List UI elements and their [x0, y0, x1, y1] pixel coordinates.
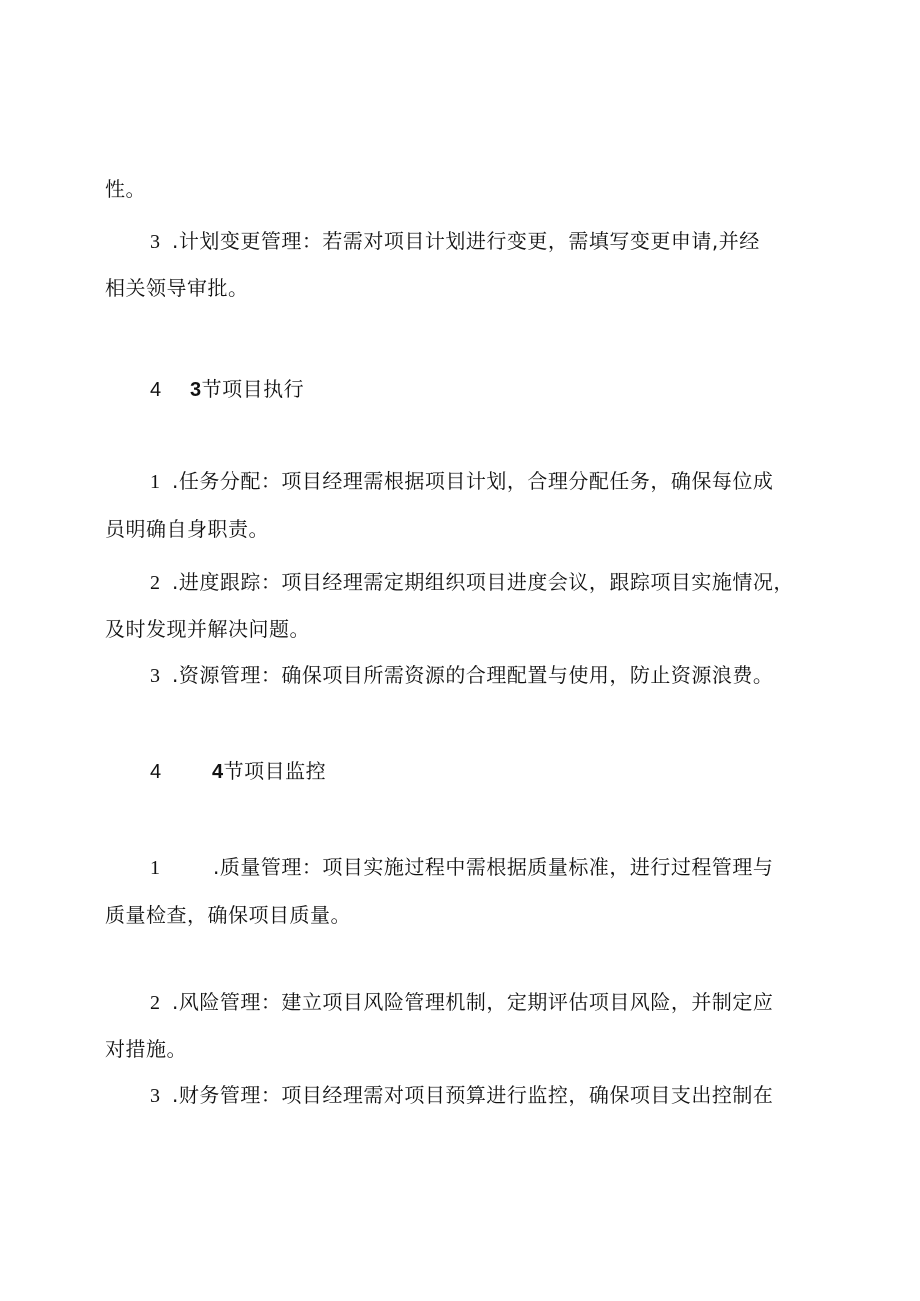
list-item	[150, 1081, 773, 1110]
list-item	[150, 568, 794, 597]
section-heading	[150, 757, 326, 786]
list-item	[150, 467, 773, 496]
text-line	[105, 175, 146, 203]
list-text: .计划变更管理：若需对项目计划进行变更，需填写变更申请,并经	[172, 229, 760, 253]
list-number: 3	[150, 231, 161, 253]
list-number: 3	[150, 1085, 161, 1107]
text-line	[105, 901, 351, 929]
list-text-continued: 员明确自身职责。	[105, 517, 269, 541]
list-number: 2	[150, 992, 161, 1014]
text-line	[105, 1035, 187, 1063]
text-line	[105, 515, 269, 543]
list-text-continued: 相关领导审批。	[105, 276, 249, 300]
section-title: 节项目执行	[201, 377, 305, 401]
section-number: 4	[212, 761, 224, 783]
list-text: .质量管理：项目实施过程中需根据质量标准，进行过程管理与	[213, 855, 774, 879]
list-text: .风险管理：建立项目风险管理机制，定期评估项目风险，并制定应	[172, 990, 774, 1014]
section-heading	[150, 375, 304, 404]
text-line	[105, 615, 310, 643]
section-number: 3	[190, 379, 202, 401]
list-item	[150, 988, 773, 1017]
list-text: .任务分配：项目经理需根据项目计划，合理分配任务，确保每位成	[172, 469, 774, 493]
list-number: 3	[150, 665, 161, 687]
chapter-number: 4	[150, 761, 162, 783]
list-item	[150, 661, 773, 690]
list-text-continued: 质量检查，确保项目质量。	[105, 903, 351, 927]
list-number: 1	[150, 857, 161, 879]
list-item	[150, 853, 773, 882]
list-text-continued: 及时发现并解决问题。	[105, 617, 310, 641]
text-line	[105, 274, 249, 302]
chapter-number: 4	[150, 379, 162, 401]
list-text: .财务管理：项目经理需对项目预算进行监控，确保项目支出控制在	[172, 1083, 774, 1107]
list-text: .资源管理：确保项目所需资源的合理配置与使用，防止资源浪费。	[172, 663, 774, 687]
list-item	[150, 227, 760, 256]
section-title: 节项目监控	[223, 759, 327, 783]
list-number: 1	[150, 471, 161, 493]
list-number: 2	[150, 572, 161, 594]
list-text: .进度跟踪：项目经理需定期组织项目进度会议，跟踪项目实施情况，	[172, 570, 794, 594]
list-text-continued: 对措施。	[105, 1037, 187, 1061]
paragraph-tail: 性。	[105, 177, 146, 201]
